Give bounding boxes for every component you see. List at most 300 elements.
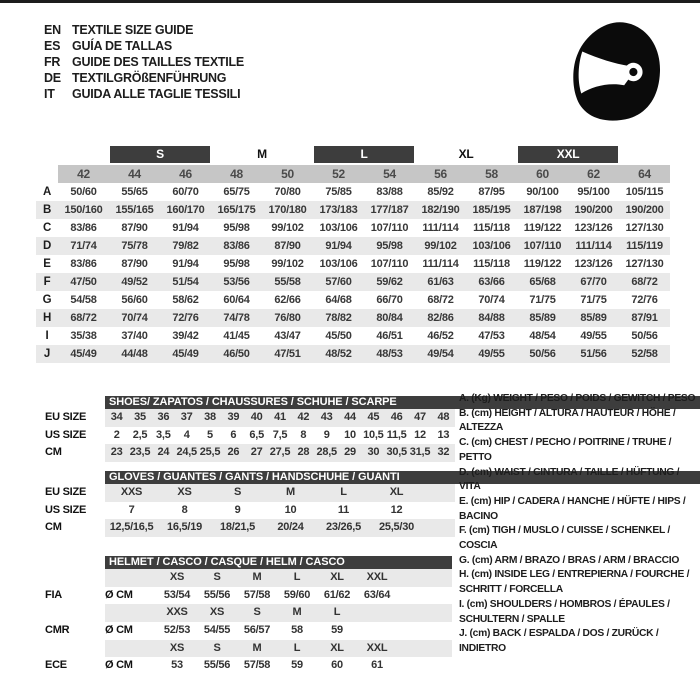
helmet-size: XS xyxy=(169,571,185,583)
legend-item: J. (cm) BACK / ESPALDA / DOS / ZURÜCK / INDIETRO xyxy=(459,628,659,654)
size-group-L: L xyxy=(314,146,414,163)
gloves-grid xyxy=(105,519,423,537)
measure-value: 37/40 xyxy=(121,330,148,342)
measure-value: 52/58 xyxy=(631,348,658,360)
measure-value: 47/50 xyxy=(70,276,97,288)
shoes-value: 28,5 xyxy=(316,446,337,459)
measure-value: 87/90 xyxy=(121,258,148,270)
language-label: TEXTILE SIZE GUIDE xyxy=(72,23,194,37)
helmet-unit-spacer xyxy=(105,640,157,658)
measure-value: 119/122 xyxy=(523,222,562,234)
gloves-band xyxy=(105,484,455,502)
measure-value: 107/110 xyxy=(523,240,562,252)
table-row xyxy=(36,309,670,327)
shoes-value: 9 xyxy=(323,428,330,441)
gloves-row-label: EU SIZE xyxy=(45,486,87,498)
measure-value: 115/118 xyxy=(473,222,510,234)
helmet-standard-label: CMR xyxy=(45,624,70,637)
measure-value: 99/102 xyxy=(424,240,457,252)
gloves-band xyxy=(105,519,455,537)
helmet-value: 61/62 xyxy=(323,588,351,601)
legend-item: C. (cm) CHEST / PECHO / POITRINE / TRUHE / PETTO xyxy=(459,437,672,463)
helmet-size: XXS xyxy=(166,606,188,619)
shoes-value: 32 xyxy=(437,446,450,459)
helmet-unit-label: Ø CM xyxy=(105,588,133,601)
shoes-band xyxy=(105,409,455,427)
language-row xyxy=(44,54,244,70)
gloves-band xyxy=(105,502,455,520)
shoes-value: 38 xyxy=(204,411,216,423)
legend-item: H. (cm) INSIDE LEG / ENTREPIERNA / FOURCHE / SCHRITT / FORCELLA xyxy=(459,569,690,596)
gloves-value: 11 xyxy=(337,503,350,516)
helmet-value: 59/60 xyxy=(283,588,311,601)
shoes-value: 30 xyxy=(367,446,380,459)
measure-value: 84/88 xyxy=(478,312,505,324)
helmet-size: L xyxy=(293,641,301,654)
measure-value: 55/58 xyxy=(274,276,301,288)
size-number: 58 xyxy=(466,165,517,183)
shoes-value: 10 xyxy=(344,428,356,441)
language-code: ES xyxy=(44,39,61,53)
language-code: IT xyxy=(44,87,55,101)
helmet-size: M xyxy=(252,641,262,654)
measure-value: 91/94 xyxy=(325,240,352,252)
shoes-value: 12 xyxy=(414,428,426,441)
table-row xyxy=(36,237,670,255)
legend-item: D. (cm) WAIST / CINTURA / TAILLE / HÜFTUNG / VITA xyxy=(459,466,680,493)
helmet-size-grid xyxy=(105,569,397,587)
gloves-value: XL xyxy=(389,486,404,498)
measure-value: 74/78 xyxy=(223,312,250,324)
measure-letter: I xyxy=(45,330,49,342)
helmet-value-grid xyxy=(105,622,397,640)
helmet-size xyxy=(357,604,397,622)
measure-value: 177/187 xyxy=(370,204,409,216)
helmet-value: 63/64 xyxy=(363,588,391,601)
language-row xyxy=(44,70,244,86)
measure-value: 111/114 xyxy=(422,222,459,234)
helmet-size: L xyxy=(293,571,301,583)
helmet-value: 57/58 xyxy=(243,659,271,672)
measure-value: 70/74 xyxy=(121,312,148,324)
shoes-value: 27 xyxy=(250,446,263,459)
helmet-value: 59 xyxy=(291,659,303,672)
language-code: DE xyxy=(44,71,61,85)
top-border xyxy=(0,0,700,3)
measure-value: 51/56 xyxy=(580,348,607,360)
language-code: EN xyxy=(44,23,61,37)
size-number-row xyxy=(36,165,670,183)
measure-value: 61/63 xyxy=(427,276,454,288)
shoes-value: 42 xyxy=(297,411,310,423)
helmet-value: 55/56 xyxy=(203,659,231,672)
measure-value: 150/160 xyxy=(64,204,103,216)
measure-value: 45/50 xyxy=(325,330,352,342)
measure-value: 65/68 xyxy=(529,276,556,288)
shoes-band xyxy=(105,427,455,445)
shoes-row-label: CM xyxy=(45,446,62,459)
gloves-value: 18/21,5 xyxy=(220,521,255,534)
measure-value: 46/52 xyxy=(427,330,454,342)
measure-value: 56/60 xyxy=(121,294,148,306)
helmet-value: 57/58 xyxy=(243,588,271,601)
table-row xyxy=(36,273,670,291)
measure-value: 44/48 xyxy=(121,348,148,360)
measure-value: 190/200 xyxy=(625,204,664,216)
shoes-value: 45 xyxy=(367,411,380,423)
measure-value: 155/165 xyxy=(115,204,154,216)
gloves-value: 7 xyxy=(128,503,135,516)
measure-value: 107/110 xyxy=(370,222,409,234)
measure-value: 39/42 xyxy=(172,330,199,342)
textile-size-table xyxy=(36,146,670,363)
size-number: 62 xyxy=(568,165,619,183)
measure-value: 71/75 xyxy=(580,294,607,306)
measure-letter: J xyxy=(43,348,51,360)
language-label: GUIDA ALLE TAGLIE TESSILI xyxy=(72,87,241,101)
helmet-size: XS xyxy=(169,641,185,654)
helmet-unit-spacer xyxy=(105,604,157,622)
helmet-size-band xyxy=(105,604,452,622)
measure-value: 68/72 xyxy=(631,276,658,288)
gloves-row-label: US SIZE xyxy=(45,503,87,516)
shoes-value: 39 xyxy=(227,411,240,423)
measure-letter: E xyxy=(43,258,51,270)
helmet-value: 53/54 xyxy=(163,588,191,601)
measure-value: 103/106 xyxy=(319,222,358,234)
shoes-value: 27,5 xyxy=(269,446,291,459)
shoes-value: 25,5 xyxy=(199,446,221,459)
helmet-unit-spacer xyxy=(105,569,157,587)
size-number: 52 xyxy=(313,165,364,183)
helmet-value-band xyxy=(105,657,452,675)
language-label: TEXTILGRÖßENFÜHRUNG xyxy=(72,71,227,85)
gloves-value: 23/26,5 xyxy=(326,521,361,534)
measure-letter: F xyxy=(43,276,51,288)
helmet-size: XL xyxy=(330,641,344,654)
gloves-grid xyxy=(105,484,423,502)
measure-letter: G xyxy=(42,294,52,306)
helmet-size-grid xyxy=(105,640,397,658)
measure-value: 35/38 xyxy=(70,330,97,342)
table-row xyxy=(36,327,670,345)
shoes-row-label: EU SIZE xyxy=(45,411,87,423)
measure-value: 127/130 xyxy=(625,258,664,270)
measure-value: 76/80 xyxy=(274,312,301,324)
gloves-value: 10 xyxy=(284,503,297,516)
legend-item: A. (Kg) WEIGHT / PESO / POIDS / GEWITCH / PESO xyxy=(459,393,696,404)
measure-value: 107/110 xyxy=(370,258,409,270)
measure-value: 49/54 xyxy=(427,348,454,360)
measure-value: 66/70 xyxy=(376,294,403,306)
helmet-value-band xyxy=(105,622,452,640)
measure-value: 48/54 xyxy=(529,330,556,342)
shoes-value: 23 xyxy=(110,446,123,459)
helmet-standard-label: FIA xyxy=(45,588,62,601)
shoes-value: 28 xyxy=(297,446,310,459)
helmet-value-band xyxy=(105,587,452,605)
measure-value: 99/102 xyxy=(271,222,304,234)
shoes-grid xyxy=(105,409,455,427)
helmet-value: 55/56 xyxy=(203,588,231,601)
measure-value: 103/106 xyxy=(319,258,358,270)
helmet-value: 54/55 xyxy=(203,624,231,637)
shoes-value: 8 xyxy=(300,428,307,441)
size-group-S: S xyxy=(110,146,210,163)
language-code: FR xyxy=(44,55,61,69)
size-number: 60 xyxy=(517,165,568,183)
helmet-title-bar xyxy=(105,556,452,569)
language-label: GUIDE DES TAILLES TEXTILE xyxy=(72,55,245,69)
shoes-value: 11,5 xyxy=(386,428,407,441)
helmet-unit-label: Ø CM xyxy=(105,624,133,637)
measure-value: 45/49 xyxy=(70,348,97,360)
helmet-standard-label: ECE xyxy=(45,659,67,672)
measure-value: 46/50 xyxy=(223,348,250,360)
measure-rows xyxy=(36,183,670,363)
measure-value: 65/75 xyxy=(223,186,250,198)
shoes-value: 34 xyxy=(110,411,123,423)
helmet-size: M xyxy=(292,606,302,619)
measure-value: 70/80 xyxy=(274,186,301,198)
measure-value: 57/60 xyxy=(325,276,352,288)
measure-value: 53/56 xyxy=(223,276,250,288)
measure-value: 95/98 xyxy=(223,222,250,234)
measure-value: 185/195 xyxy=(472,204,511,216)
measure-value: 85/89 xyxy=(580,312,607,324)
gloves-value: 8 xyxy=(181,503,188,516)
shoes-value: 3,5 xyxy=(156,428,171,441)
size-number: 56 xyxy=(415,165,466,183)
measure-value: 50/56 xyxy=(529,348,556,360)
measure-value: 103/106 xyxy=(472,240,511,252)
table-row xyxy=(36,201,670,219)
shoes-value: 13 xyxy=(437,428,450,441)
shoes-grid xyxy=(105,427,455,445)
measure-value: 46/51 xyxy=(376,330,403,342)
measure-value: 54/58 xyxy=(70,294,97,306)
shoes-value: 6 xyxy=(230,428,237,441)
shoes-value: 31,5 xyxy=(409,446,431,459)
measure-value: 83/86 xyxy=(223,240,250,252)
racing-helmet-icon xyxy=(570,20,662,124)
helmet-value: 58 xyxy=(291,624,303,637)
measure-value: 71/74 xyxy=(70,240,97,252)
measure-value: 58/62 xyxy=(172,294,199,306)
measure-value: 60/70 xyxy=(172,186,199,198)
helmet-size: XS xyxy=(209,606,225,619)
helmet-value-row xyxy=(0,657,700,675)
measure-value: 49/55 xyxy=(478,348,505,360)
size-group-M: M xyxy=(257,147,267,161)
shoes-value: 35 xyxy=(134,411,146,423)
measure-value: 70/74 xyxy=(478,294,505,306)
measure-value: 87/91 xyxy=(631,312,658,324)
shoes-value: 43 xyxy=(320,411,333,423)
shoes-row-label: US SIZE xyxy=(45,428,87,441)
measure-value: 115/118 xyxy=(473,258,510,270)
measure-value: 47/51 xyxy=(274,348,301,360)
size-number: 48 xyxy=(211,165,262,183)
measure-value: 165/175 xyxy=(217,204,256,216)
table-row xyxy=(36,183,670,201)
shoes-value: 40 xyxy=(250,411,263,423)
size-group-row xyxy=(36,146,670,165)
legend-item: E. (cm) HIP / CADERA / HANCHE / HÜFTE / HIPS / BACINO xyxy=(459,495,686,522)
measure-value: 41/45 xyxy=(223,330,250,342)
gloves-row-label: CM xyxy=(45,521,62,534)
legend-item: F. (cm) TIGH / MUSLO / CUISSE / SCHENKEL / COSCIA xyxy=(459,525,670,552)
shoes-value: 2,5 xyxy=(132,428,148,441)
measure-value: 127/130 xyxy=(625,222,664,234)
measure-value: 190/200 xyxy=(574,204,613,216)
measure-value: 90/100 xyxy=(526,186,559,198)
gloves-value: L xyxy=(340,486,347,498)
shoes-value: 6,5 xyxy=(249,428,264,441)
measure-value: 49/52 xyxy=(121,276,148,288)
helmet-value: 61 xyxy=(371,659,383,672)
gloves-title: GLOVES / GUANTES / GANTS / HANDSCHUHE / GUANTI xyxy=(109,471,400,483)
measure-value: 47/53 xyxy=(478,330,505,342)
shoes-value: 5 xyxy=(207,428,213,441)
table-row xyxy=(36,345,670,363)
measure-value: 95/100 xyxy=(577,186,610,198)
measurement-legend xyxy=(459,392,699,657)
measure-value: 99/102 xyxy=(271,258,304,270)
measure-value: 85/92 xyxy=(427,186,454,198)
measure-value: 182/190 xyxy=(421,204,460,216)
measure-value: 95/98 xyxy=(376,240,403,252)
measure-value: 79/82 xyxy=(172,240,199,252)
measure-value: 59/62 xyxy=(376,276,403,288)
helmet-size: S xyxy=(213,571,221,583)
helmet-value: 60 xyxy=(331,659,343,672)
shoes-value: 37 xyxy=(180,411,193,423)
helmet-size: M xyxy=(252,571,262,583)
shoes-value: 7,5 xyxy=(272,428,288,441)
table-row xyxy=(36,291,670,309)
measure-value: 115/119 xyxy=(626,240,663,252)
measure-letter: A xyxy=(42,186,52,198)
size-number: 46 xyxy=(160,165,211,183)
measure-value: 64/68 xyxy=(325,294,352,306)
measure-value: 45/49 xyxy=(172,348,199,360)
measure-value: 119/122 xyxy=(523,258,562,270)
measure-value: 71/75 xyxy=(529,294,556,306)
language-row xyxy=(44,38,244,54)
helmet-size-band xyxy=(105,640,452,658)
measure-value: 83/86 xyxy=(70,258,97,270)
helmet-size-band xyxy=(105,569,452,587)
helmet-value: 53 xyxy=(171,659,183,672)
measure-value: 83/86 xyxy=(70,222,97,234)
measure-value: 123/126 xyxy=(574,258,613,270)
shoes-value: 26 xyxy=(227,446,240,459)
size-number: 44 xyxy=(109,165,160,183)
measure-value: 123/126 xyxy=(574,222,613,234)
helmet-size: XL xyxy=(330,571,344,583)
size-number: 50 xyxy=(262,165,313,183)
shoes-value: 46 xyxy=(390,411,403,423)
gloves-value: 9 xyxy=(234,503,241,516)
size-number: 42 xyxy=(58,165,109,183)
measure-value: 67/70 xyxy=(580,276,607,288)
measure-value: 48/52 xyxy=(325,348,352,360)
measure-value: 62/66 xyxy=(274,294,301,306)
measure-value: 50/56 xyxy=(631,330,658,342)
helmet-size-grid xyxy=(105,604,397,622)
measure-value: 75/78 xyxy=(121,240,148,252)
language-row xyxy=(44,86,244,102)
measure-value: 72/76 xyxy=(631,294,658,306)
measure-value: 111/114 xyxy=(575,240,612,252)
measure-value: 85/89 xyxy=(529,312,556,324)
measure-value: 50/60 xyxy=(70,186,97,198)
helmet-unit-label: Ø CM xyxy=(105,659,133,672)
measure-value: 63/66 xyxy=(478,276,505,288)
shoes-value: 23,5 xyxy=(129,446,151,459)
measure-value: 160/170 xyxy=(166,204,205,216)
language-list xyxy=(44,22,244,102)
helmet-size: S xyxy=(253,606,261,619)
shoes-value: 48 xyxy=(437,411,450,423)
shoes-value: 4 xyxy=(183,428,190,441)
measure-value: 80/84 xyxy=(376,312,403,324)
helmet-value: 59 xyxy=(331,624,343,637)
helmet-size: S xyxy=(213,641,221,654)
measure-letter: H xyxy=(42,312,52,324)
shoes-value: 36 xyxy=(157,411,170,423)
helmet-value-grid xyxy=(105,587,397,605)
measure-value: 87/95 xyxy=(478,186,505,198)
shoes-value: 2 xyxy=(113,428,120,441)
measure-value: 87/90 xyxy=(274,240,301,252)
helmet-value: 56/57 xyxy=(243,624,271,637)
helmet-size: XXL xyxy=(366,571,388,583)
shoes-value: 47 xyxy=(414,411,426,423)
measure-value: 170/180 xyxy=(268,204,307,216)
measure-value: 187/198 xyxy=(523,204,562,216)
measure-value: 91/94 xyxy=(172,222,199,234)
size-group-XXL: XXL xyxy=(518,146,618,163)
measure-value: 83/88 xyxy=(376,186,403,198)
helmet-size: XXL xyxy=(366,641,388,654)
shoes-title: SHOES/ ZAPATOS / CHAUSSURES / SCHUHE / SCARPE xyxy=(109,396,397,408)
gloves-value: 20/24 xyxy=(277,521,304,534)
helmet-title: HELMET / CASCO / CASQUE / HELM / CASCO xyxy=(109,556,345,568)
table-row xyxy=(36,255,670,273)
measure-value: 91/94 xyxy=(172,258,199,270)
gloves-value: 25,5/30 xyxy=(379,521,414,534)
helmet-value-grid xyxy=(105,657,397,675)
size-group-XL: XL xyxy=(458,147,474,161)
legend-item: G. (cm) ARM / BRAZO / BRAS / ARM / BRACCIO xyxy=(459,554,680,566)
gloves-value: S xyxy=(233,486,242,498)
shoes-value: 44 xyxy=(344,411,356,423)
shoes-value: 10,5 xyxy=(363,428,384,441)
number-row-spacer xyxy=(36,165,58,183)
gloves-grid xyxy=(105,502,423,520)
measure-value: 55/65 xyxy=(121,186,148,198)
gloves-value: 12,5/16,5 xyxy=(109,521,154,534)
size-number: 64 xyxy=(619,165,670,183)
legend-item: I. (cm) SHOULDERS / HOMBROS / ÉPAULES / SCHULTERN / SPALLE xyxy=(459,598,670,625)
measure-value: 78/82 xyxy=(325,312,352,324)
measure-value: 72/76 xyxy=(172,312,199,324)
shoes-band xyxy=(105,444,455,462)
measure-value: 105/115 xyxy=(625,186,664,198)
helmet-size: L xyxy=(333,606,341,619)
